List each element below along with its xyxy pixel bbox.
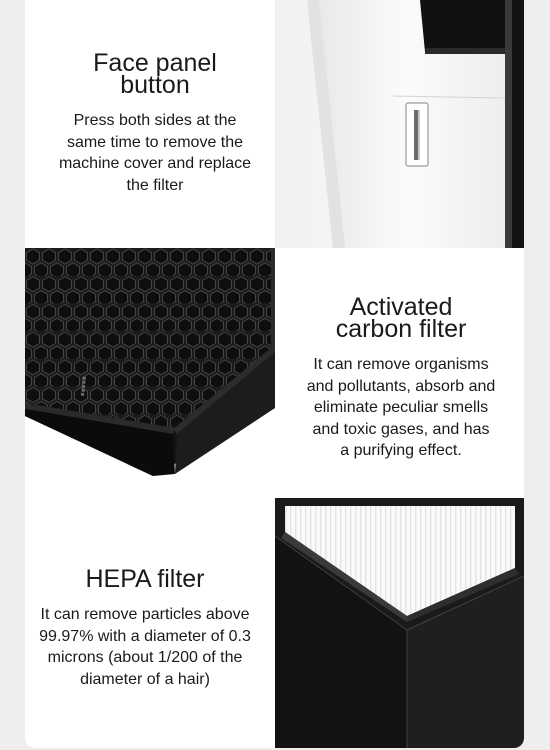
- carbon-filter-desc-line: and pollutants, absorb and: [306, 377, 496, 395]
- carbon-filter-desc-line: eliminate peculiar smells: [313, 399, 489, 416]
- carbon-filter-section: [25, 248, 524, 498]
- carbon-filter-title: [288, 293, 514, 343]
- carbon-filter-desc-line: It can remove organisms: [313, 356, 489, 373]
- face-panel-text: [37, 49, 273, 196]
- hepa-filter-photo: [275, 498, 524, 748]
- face-panel-desc-line: Press both sides at the: [73, 112, 237, 129]
- hepa-filter-desc-line: microns (about 1/200 of the: [47, 649, 243, 666]
- face-panel-desc-line: the filter: [126, 176, 184, 194]
- carbon-filter-print: ▪▪▪▪▪: [78, 375, 88, 397]
- hepa-filter-illustration: [275, 498, 524, 748]
- carbon-filter-description: [288, 354, 514, 462]
- product-detail-panel: [25, 0, 524, 748]
- carbon-filter-title-line2: carbon filter: [335, 315, 467, 343]
- face-panel-title-line2: button: [120, 71, 190, 99]
- face-panel-photo: [275, 0, 524, 248]
- face-panel-description: [37, 110, 273, 196]
- hepa-filter-title-line1: HEPA filter: [85, 565, 205, 593]
- face-panel-title: [37, 49, 273, 99]
- face-panel-desc-line: machine cover and replace: [58, 155, 252, 172]
- carbon-filter-desc-line: and toxic gases, and has: [312, 420, 490, 438]
- carbon-filter-title-line1: Activated: [349, 293, 453, 321]
- hepa-filter-description: [27, 604, 263, 690]
- carbon-filter-desc-line: a purifying effect.: [340, 442, 462, 459]
- carbon-filter-illustration: [25, 248, 275, 498]
- hepa-filter-section: [25, 498, 524, 748]
- face-panel-title-line1: Face panel: [93, 49, 217, 77]
- carbon-filter-photo: [25, 248, 275, 498]
- face-panel-illustration: [275, 0, 524, 248]
- hepa-filter-desc-line: It can remove particles above: [40, 606, 250, 623]
- hepa-filter-title: [27, 565, 263, 593]
- carbon-filter-text: [288, 293, 514, 462]
- face-panel-desc-line: same time to remove the: [66, 133, 244, 151]
- hepa-filter-desc-line: diameter of a hair): [80, 670, 210, 688]
- hepa-filter-text: [27, 565, 263, 690]
- face-panel-section: [25, 0, 524, 248]
- hepa-filter-desc-line: 99.97% with a diameter of 0.3: [39, 627, 251, 645]
